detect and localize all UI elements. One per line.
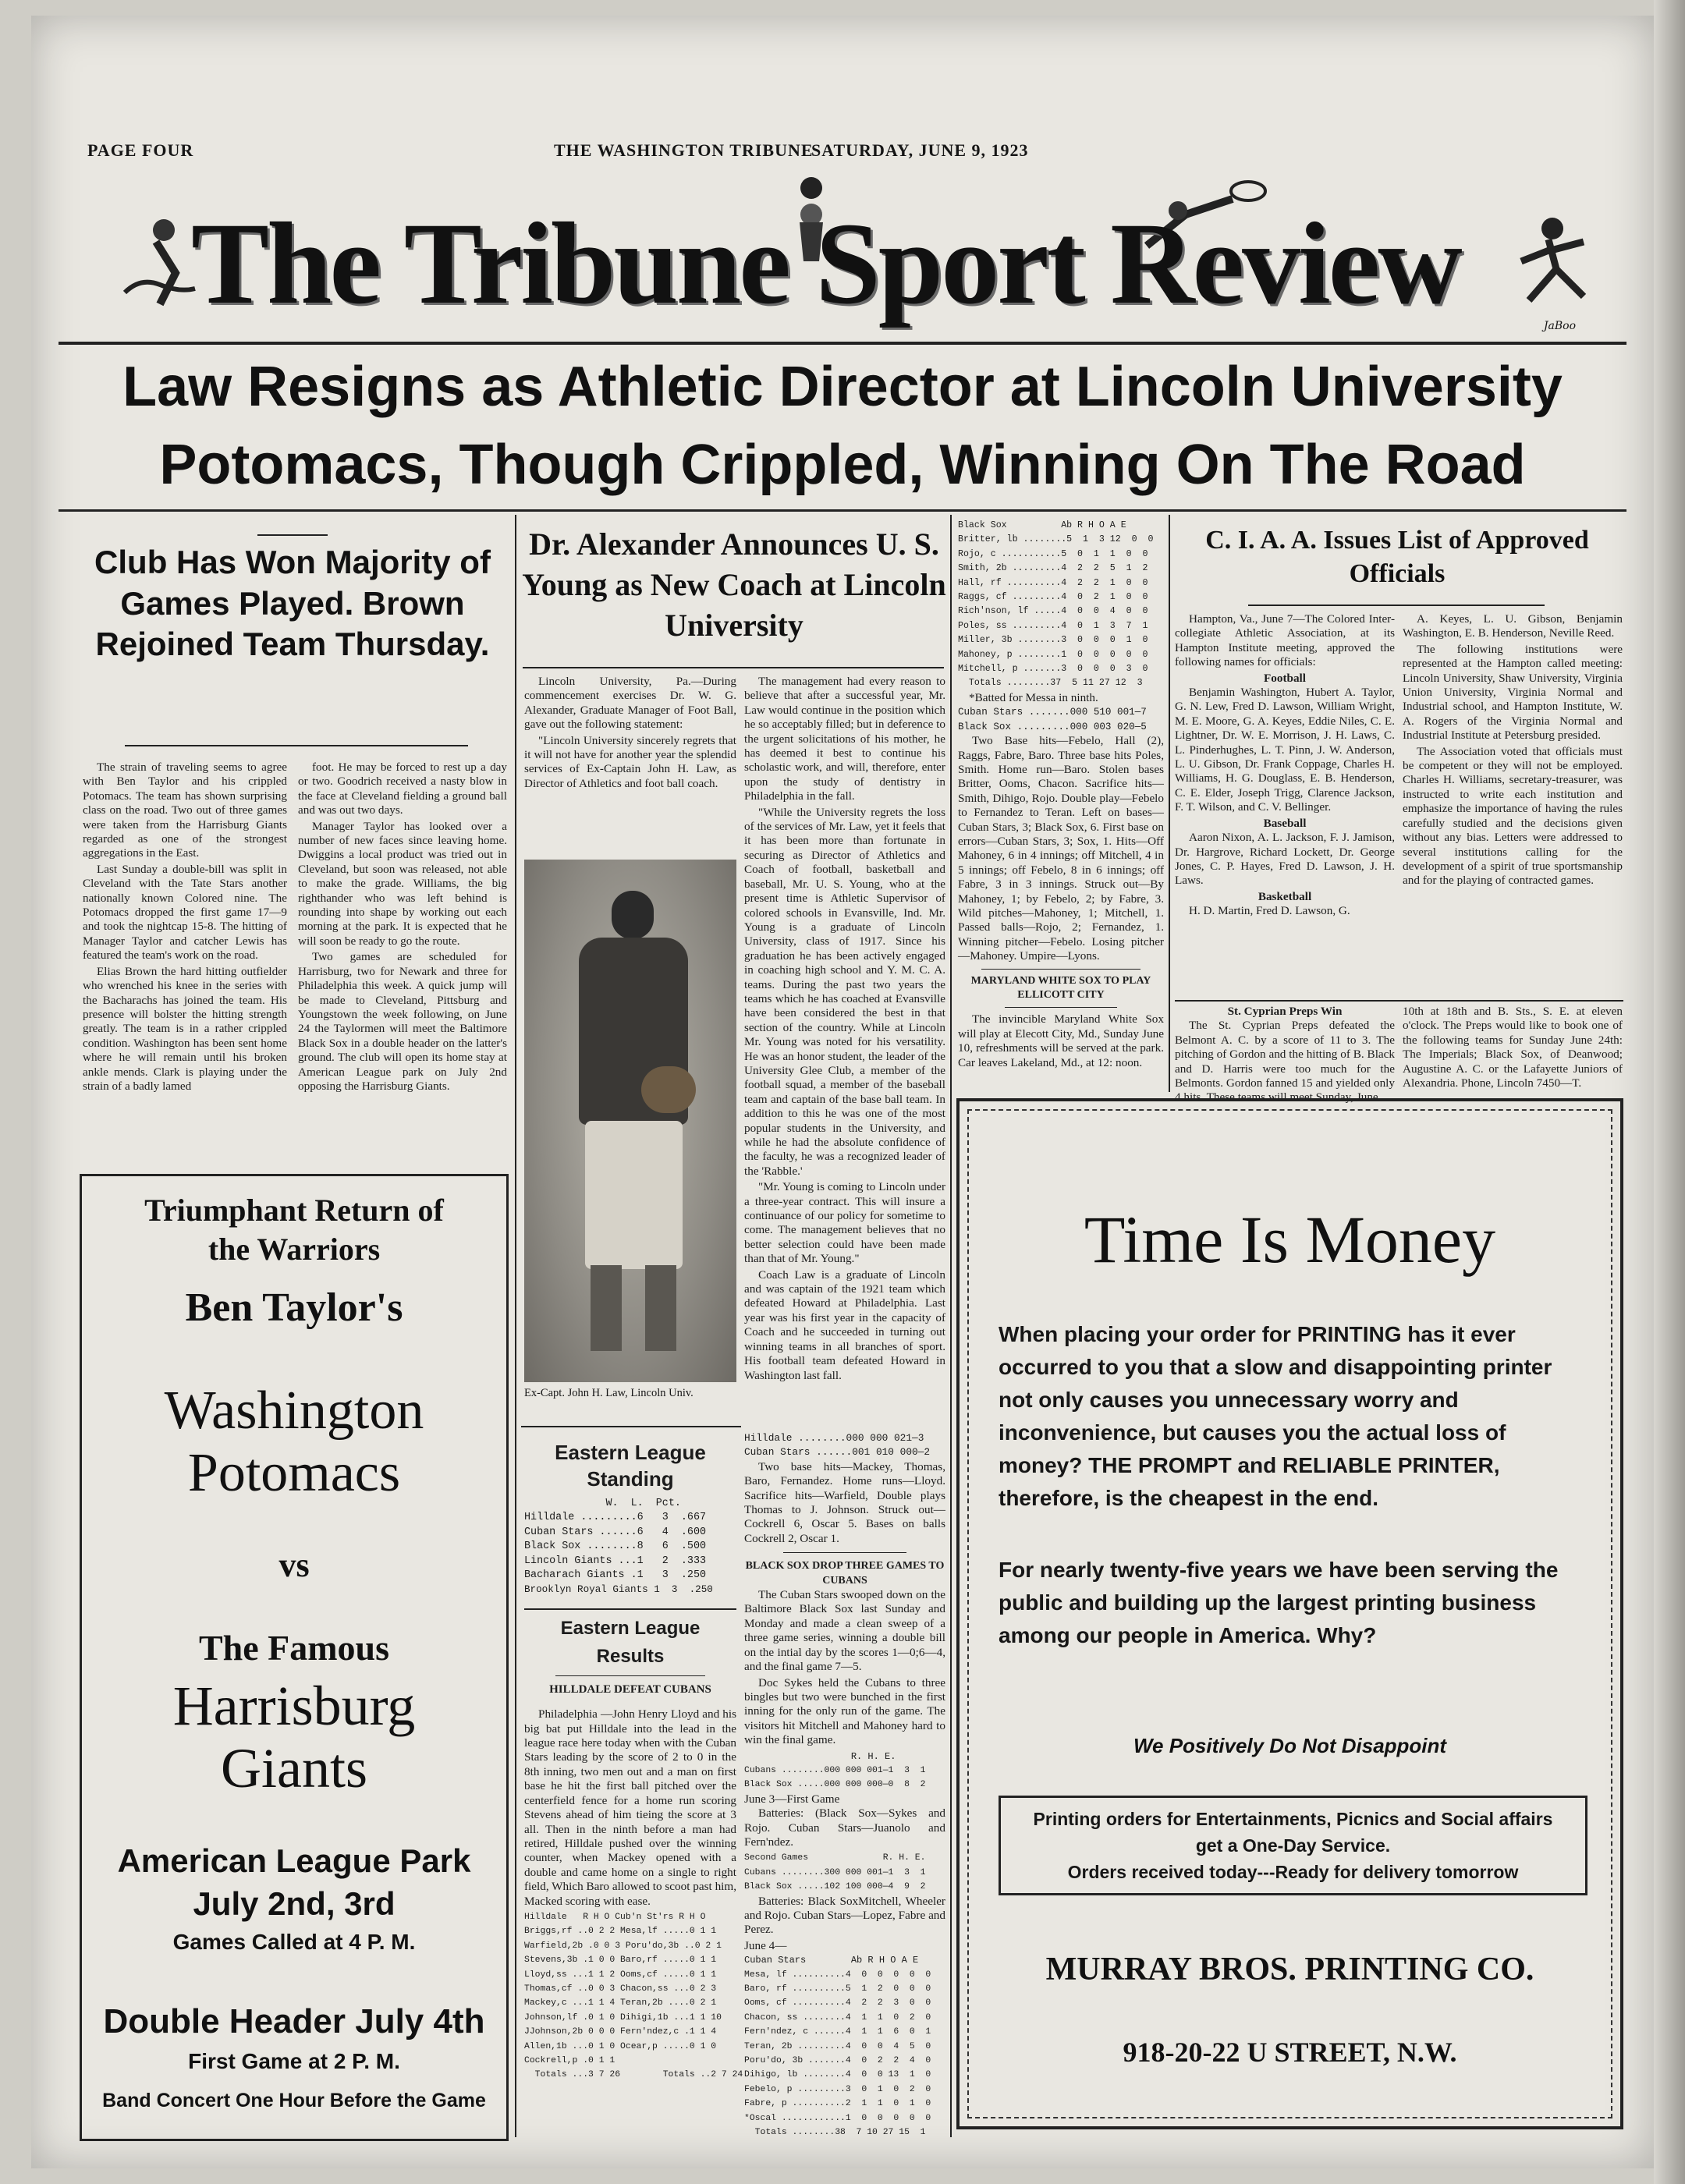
potomacs-col1 xyxy=(83,760,287,1170)
masthead xyxy=(117,183,1599,339)
alexander-subhead: Dr. Alexander Announces U. S. Young as New Coach at Lincoln University xyxy=(522,526,946,643)
category-label: Baseball xyxy=(1263,816,1307,830)
box-row: Stevens,3b .1 0 0 Baro,rf .....0 1 1 xyxy=(524,1955,717,1966)
paragraph: The strain of traveling seems to agree with Ben Taylor and his crippled Potomacs. The team has shown surprising class on the road. Two out of three games were taken from the Harrisburg Giants regarded as one of the strongest aggregations in the East. xyxy=(83,760,287,860)
swimmer-figure-icon xyxy=(117,199,203,316)
ciaa-col1 xyxy=(1175,612,1395,1002)
potomacs-game-ad xyxy=(80,1174,509,2141)
category-label: Football xyxy=(1263,671,1306,685)
box-row: Fern'ndez, c ......4 1 1 6 0 1 xyxy=(744,2027,931,2037)
cyprian-col1 xyxy=(1175,1005,1395,1104)
game-label: June 3—First Game xyxy=(744,1792,840,1806)
column-rule xyxy=(950,515,952,2137)
alexander-col1 xyxy=(524,675,736,858)
paragraph: H. D. Martin, Fred D. Lawson, G. xyxy=(1189,904,1350,918)
rhe-header: R. H. E. xyxy=(744,1750,896,1762)
box-row: Mahoney, p ........1 0 0 0 0 0 xyxy=(958,649,1148,660)
standings-row: Brooklyn Royal Giants 1 3 .250 xyxy=(524,1584,713,1596)
cyprian-col2 xyxy=(1403,1005,1623,1092)
box-row: JJohnson,2b 0 0 0 Fern'ndez,c .1 1 4 xyxy=(524,2027,717,2037)
ad-slogan: We Positively Do Not Disappoint xyxy=(1133,1734,1447,1757)
blacksox-title: BLACK SOX DROP THREE GAMES TO CUBANS xyxy=(745,1560,945,1587)
box-row: Poles, ss .........4 0 1 3 7 1 xyxy=(958,620,1148,631)
box-row: Mesa, lf ..........4 0 0 0 0 0 xyxy=(744,1970,931,1980)
box-row: Teran, 2b .........4 0 0 4 5 0 xyxy=(744,2041,931,2051)
paragraph: Last Sunday a double-bill was split in Cleveland with the Tate Stars another nationally known Colored nine. The Potomacs dropped the first game 17—9 and took the nightcap 15-8. The hitting of Manager Taylor and catcher Lewis has featured the team's work on the road. xyxy=(83,862,287,963)
rhe-row: Cubans ........000 000 001—1 3 1 xyxy=(744,1765,926,1775)
box-header: Black Sox Ab R H O A E xyxy=(958,520,1126,530)
ciaa-subhead: C. I. A. A. Issues List of Approved Officials xyxy=(1205,526,1589,588)
box-row: Raggs, cf .........4 0 2 1 0 0 xyxy=(958,592,1148,603)
line-score: Cuban Stars .......000 510 001—7 xyxy=(958,707,1147,718)
box-row: Mitchell, p .......3 0 0 0 3 0 xyxy=(958,664,1148,675)
paragraph: Elias Brown the hard hitting outfielder who wrenched his knee in the series with the Bacharachs has joined the team. His presence will bolster the hitting strength greatly. The team is in a rather crippled condition. Washington has been sent home where he will remain until his broken ankle mends. Clark is playing under the strain of a badly lamed xyxy=(83,964,287,1093)
box-row: Britter, lb ........5 1 3 12 0 0 xyxy=(958,534,1154,545)
paragraph: Manager Taylor has looked over a number of new faces since leaving home. Dwiggins a local product was tried out in Cleveland, but soon was released, not able to make the grade. Williams, the big righthander who was left behind is rounding into shape by working out each morning at the park. It is expected that he will soon be ready to go the route. xyxy=(298,819,507,948)
paragraph: Batteries: (Black Sox—Sykes and Rojo. Cuban Stars—Juanolo and Fern'ndez. xyxy=(744,1806,945,1849)
paragraph: The St. Cyprian Preps defeated the Belmont A. C. by a score of 11 to 3. The pitching of Gordon and the hitting of B. Black and D. Harris were too much for the Belmonts. Gordon fanned 15 and yielded only 4 hits. These teams will meet Sunday, June xyxy=(1175,1019,1395,1104)
box-row: Allen,1b ...0 1 0 Ocear,p .....0 1 0 xyxy=(524,2041,717,2051)
column-rule xyxy=(1169,515,1170,1092)
box-row: Mackey,c ...1 1 4 Teran,2b ....0 2 1 xyxy=(524,1998,717,2008)
john-law-photo xyxy=(524,860,736,1382)
standings-row: Bacharach Giants .1 3 .250 xyxy=(524,1569,707,1582)
ad-line: Giants xyxy=(221,1737,367,1799)
ad-title: Time Is Money xyxy=(1084,1202,1496,1277)
page-binding-edge xyxy=(1654,0,1685,2184)
paragraph: foot. He may be forced to rest up a day or two. Goodrich received a nasty blow in the face at Cleveland fielding a ground ball and was out two days. xyxy=(298,760,507,817)
section-rule xyxy=(1175,1000,1623,1002)
standings-row: Black Sox ........8 6 .500 xyxy=(524,1540,707,1553)
issue-date: SATURDAY, JUNE 9, 1923 xyxy=(811,140,1029,160)
artist-signature: JaBoo xyxy=(1543,320,1576,332)
ad-line: the Warriors xyxy=(208,1232,381,1267)
short-rule xyxy=(1248,604,1545,606)
box-row: Totals ........37 5 11 27 12 3 xyxy=(958,678,1143,689)
box-note: *Batted for Messa in ninth. xyxy=(969,690,1098,704)
masthead-title: The Tribune Sport Review xyxy=(191,199,1460,328)
line-score: Black Sox .........000 003 020—5 xyxy=(958,721,1147,732)
section-rule xyxy=(521,1426,741,1427)
paragraph: Lincoln University, Pa.—During commencement exercises Dr. W. G. Alexander, Graduate Manager of Foot Ball, gave out the following statement: xyxy=(524,675,736,732)
paragraph: Philadelphia —John Henry Lloyd and his big bat put Hilldale into the lead in the league race here today when with the Cuban Stars leading by the score of 2 to 0 in the 8th inning, two men out and a man on first base he hit the first ball pitched over the centerfield fence for a home run scoring Stevens ahead of him tieing the score at 3 all. Then in the ninth before a man had retired, Hilldale pushed over the winning counter, when Mackey opened with a double and came home on a single to right field, Which Baro allowed to scoot past him, Macked scoring with ease. xyxy=(524,1707,736,1908)
box-row: Hall, rf ..........4 2 2 1 0 0 xyxy=(958,577,1148,588)
paper-name: THE WASHINGTON TRIBUNE xyxy=(554,140,814,160)
box-row: Miller, 3b ........3 0 0 0 1 0 xyxy=(958,635,1148,646)
box-row: Fabre, p ..........2 1 1 0 1 0 xyxy=(744,2099,931,2109)
ad-line: Band Concert One Hour Before the Game xyxy=(102,2090,486,2111)
ad-line: July 2nd, 3rd xyxy=(193,1885,396,1922)
ciaa-col2 xyxy=(1403,612,1623,1002)
paragraph: "Mr. Young is coming to Lincoln under a three-year contract. This will insure a continuance of our policy for sometime to come. The management believes that no better selection could have been made than that of Mr. Young." xyxy=(744,1180,945,1266)
rhe-row: Black Sox .....000 000 000—0 8 2 xyxy=(744,1780,926,1790)
paragraph: "Lincoln University sincerely regrets that it will not have for another year the splendid services of Ex-Captain John H. Law, as Director of Athletics and foot ball coach. xyxy=(524,733,736,790)
game-label: June 4— xyxy=(744,1938,787,1952)
printing-ad xyxy=(956,1098,1623,2129)
ad-address: 918-20-22 U STREET, N.W. xyxy=(1123,2037,1457,2068)
short-rule xyxy=(523,667,944,668)
box-row: *Oscal ............1 0 0 0 0 0 xyxy=(744,2113,931,2123)
headline-law-resigns: Law Resigns as Athletic Director at Lincoln University xyxy=(122,356,1563,418)
rhe-row: Cubans ........300 000 001—1 3 1 xyxy=(744,1867,926,1877)
box-header: Cuban Stars Ab R H O A E xyxy=(744,1955,919,1966)
box-row: Rich'nson, lf .....4 0 0 4 0 0 xyxy=(958,606,1148,617)
box-row: Chacon, ss ........4 1 1 0 2 0 xyxy=(744,2012,931,2023)
photo-caption: Ex-Capt. John H. Law, Lincoln Univ. xyxy=(524,1387,694,1399)
short-rule xyxy=(257,534,328,536)
alexander-col2 xyxy=(744,675,945,1424)
figure-leg xyxy=(591,1265,622,1351)
ad-body: For nearly twenty-five years we have been serving the public and building up the largest printing business among our people in America. Why? xyxy=(999,1558,1559,1647)
ad-line: Ben Taylor's xyxy=(185,1285,403,1330)
ad-line: First Game at 2 P. M. xyxy=(188,2049,400,2073)
ad-line: The Famous xyxy=(198,1628,390,1668)
short-rule xyxy=(125,745,468,746)
potomacs-col2 xyxy=(298,760,507,1170)
paragraph: The invincible Maryland White Sox will play at Elecott City, Md., Sunday June 10, refreshments will be served at the park. Car leaves Lakeland, Md., at 12: noon. xyxy=(958,1012,1164,1069)
figure-head xyxy=(612,891,654,939)
ad-company: MURRAY BROS. PRINTING CO. xyxy=(1045,1952,1534,1987)
column-rule xyxy=(515,515,516,2137)
results-title: Eastern League Results xyxy=(560,1617,701,1667)
paragraph: Doc Sykes held the Cubans to three bingles but two were bunched in the first inning for the only run of the game. The visitors hit Mitchell and Mahoney hard to win the final game. xyxy=(744,1675,945,1747)
standings-row: Cuban Stars ......6 4 .600 xyxy=(524,1526,707,1538)
box-row: Cockrell,p .0 1 1 xyxy=(524,2056,615,2065)
ad-body: When placing your order for PRINTING has it ever occurred to you that a slow and disappointing printer not only causes you unnecessary worry and inconvenience, but causes you the actual loss of money? THE PROMPT and RELIABLE PRINTER, therefore, is the cheapest in the end. xyxy=(999,1322,1552,1510)
ad-line: Harrisburg xyxy=(172,1675,416,1737)
paragraph: Batteries: Black SoxMitchell, Wheeler and Rojo. Cuban Stars—Lopez, Fabre and Perez. xyxy=(744,1894,945,1937)
box-row: Johnson,lf .0 1 0 Dihigi,1b ...1 1 10 xyxy=(524,2012,722,2023)
paragraph: Hampton, Va., June 7—The Colored Inter-collegiate Athletic Association, at its Hampton Institute meeting, approved the following names for officials: xyxy=(1175,612,1395,669)
paragraph: Benjamin Washington, Hubert A. Taylor, G. N. Lew, Fred D. Lawson, William Wright, M. E. Moore, G. A. Keyes, Eddie Niles, C. E. Lightner, Dr. W. E. Morrison, J. H. Laws, C. L. Pinderhughes, L. T. Pinn, J. W. Anderson, L. U. Gibson, Dr. Frank Coppage, Charles H. Williams, H. G. Douglass, E. B. Henderson, C. E. Elder, Joseph Trigg, Clarence Jackson, F. T. Wilson, and C. V. Bellinger. xyxy=(1175,686,1395,814)
paragraph: The following institutions were represented at the Hampton called meeting: Lincoln University, Shaw University, Virginia Union University, Virginia Normal and Industrial school, and Hampton Institute, W. A. Rogers of the Virginia Normal and Industrial Institute at Petersburg presided. xyxy=(1403,642,1623,743)
cuban-results-column xyxy=(744,1431,945,2149)
box-header: Hilldale R H O Cub'n St'rs R H O xyxy=(524,1912,706,1922)
potomacs-subhead: Club Has Won Majority of Games Played. Brown Rejoined Team Thursday. xyxy=(94,544,491,662)
ad-line: Double Header July 4th xyxy=(103,2002,485,2040)
rhe-row: Black Sox .....102 100 000—4 9 2 xyxy=(744,1882,926,1892)
category-label: Basketball xyxy=(1258,889,1312,903)
ad-line: vs xyxy=(278,1546,310,1584)
box-row: Thomas,cf ..0 0 3 Chacon,ss ...0 2 3 xyxy=(524,1984,717,1994)
ad-line: American League Park xyxy=(117,1842,471,1879)
box-row: Totals ........38 7 10 27 15 1 xyxy=(744,2128,926,2138)
ad-line: Washington xyxy=(164,1381,424,1441)
paragraph: Two base hits—Mackey, Thomas, Baro, Fernandez. Home runs—Lloyd. Sacrifice hits—Warfield, Double plays Thomas to J. Johnson. Struck out—Cockrell 6, Oscar 5. Bases on balls Cockrell 2, Oscar 1. xyxy=(744,1459,945,1545)
paragraph: 10th at 18th and B. Sts., S. E. at eleven o'clock. The Preps would like to book one of the following teams for Sunday June 24th: The Imperials; Black Sox, of Deanwood; Augustine A. C. or the Lafayette Juniors of Alexandria. Phone, Lincoln 7450—T. xyxy=(1403,1005,1623,1090)
service-text: Printing orders for Entertainments, Picnics and Social affairs get a One-Day Service. xyxy=(1033,1809,1553,1856)
football xyxy=(641,1066,696,1113)
standings-title: Standing xyxy=(587,1467,674,1491)
cyprian-title: St. Cyprian Preps Win xyxy=(1227,1005,1343,1018)
paragraph: The Association voted that officials must be competent or they will not be employed. Charles H. Williams, secretary-treasurer, was instructed to write each institution and emphasize the importance of having the rules carefully studied and the decisions given without any bias. Letters were addressed to several institutions calling for the development of a spirit of true sportsmanship and for the playing of contracted games. xyxy=(1403,744,1623,888)
line-score: Cuban Stars ......001 010 000—2 xyxy=(744,1446,931,1459)
standings-row: Hilldale .........6 3 .667 xyxy=(524,1512,707,1524)
paragraph: "While the University regrets the loss of the services of Mr. Law, yet it feels that it has been more than fortunate in securing as Director of Athletics and Coach of football, basketball and baseball, Mr. U. S. Young, who at the present time is Athletic Supervisor of colored schools in Evansville, Ind. Mr. Young is a graduate of Lincoln University, class of 1917. Since his graduation he has been actively engaged in coaching high school and Y. M. C. A. teams. During the past two years the teams which he has coached at Evansville have been considered the best in that section of the country. While at Lincoln Mr. Young was noted for his versatility. He was an honor student, the leader of the University Glee Club, a member of the football squad, a member of the baseball team and captain of the base ball team. In addition to this he was one of the most popular students in the University, and while he had the absolute confidence of the faculty, he was a recognized leader of the 'Rabble.' xyxy=(744,805,945,1178)
boxscore-column xyxy=(958,519,1164,1092)
paragraph: The Cuban Stars swooped down on the Baltimore Black Sox last Sunday and Monday and made a clean sweep of a three game series, winning a double bill on the intial day by the scores 1—0;6—4, and the final game 7—5. xyxy=(744,1588,945,1674)
paragraph: Aaron Nixon, A. L. Jackson, F. J. Jamison, Dr. Hargrove, Richard Lockett, Dr. George Jones, C. P. Hayes, Fred D. Lawson, J. H. Laws. xyxy=(1175,831,1395,888)
standings-title: Eastern League xyxy=(555,1441,706,1464)
hilldale-title: HILLDALE DEFEAT CUBANS xyxy=(549,1682,711,1696)
paragraph: Two games are scheduled for Harrisburg, two for Newark and three for Philadelphia this week. A quick jump will be made to Cleveland, Pittsburg and Youngstown the week following, on June 24 the Taylormen will meet the Baltimore Black Sox in a double header on the latter's ground. The club will open its home stay at American League park on July 2nd opposing the Harrisburg Giants. xyxy=(298,950,507,1093)
figure-pants xyxy=(585,1121,683,1269)
rhe-header: Second Games R. H. E. xyxy=(744,1853,926,1863)
runner-figure-icon xyxy=(1506,214,1599,308)
paragraph: Coach Law is a graduate of Lincoln and was captain of the 1921 team which defeated Howard at Philadelphia. Last year was his first year in the capacity of Coach and he succeeded in turning out winning teams in all branches of sport. His football team defeated Howard in Washington last fall. xyxy=(744,1268,945,1382)
service-text: Orders received today---Ready for delivery tomorrow xyxy=(1067,1862,1519,1882)
standings-header: W. L. Pct. xyxy=(524,1498,681,1509)
figure-leg xyxy=(645,1265,676,1351)
ad-line: Potomacs xyxy=(187,1443,401,1503)
box-row: Warfield,2b .0 0 3 Poru'do,3b ..0 2 1 xyxy=(524,1941,722,1951)
box-row: Rojo, c ...........5 0 1 1 0 0 xyxy=(958,548,1148,559)
masthead-rule xyxy=(59,342,1626,345)
page-number: PAGE FOUR xyxy=(87,140,194,160)
ad-service-box xyxy=(999,1796,1587,1895)
ellicott-title: MARYLAND WHITE SOX TO PLAY ELLICOTT CITY xyxy=(970,974,1151,1001)
box-row: Ooms, cf ..........4 2 2 3 0 0 xyxy=(744,1998,931,2008)
headline-rule xyxy=(59,509,1626,512)
standings-column xyxy=(524,1431,743,2149)
box-row: Febelo, p .........3 0 1 0 2 0 xyxy=(744,2084,931,2094)
paragraph: The management had every reason to believe that after a successful year, Mr. Law would continue in the position which he so acceptably filled; but in deference to the urgent solicitations of his mother, he has deemed it best to continue his scholastic work, and will, therefore, enter upon the study of dentistry in Philadelphia in the fall. xyxy=(744,675,945,803)
paragraph: Two Base hits—Febelo, Hall (2), Raggs, Fabre, Baro. Three base hits Poles, Smith. Home run—Baro. Stolen bases Britter, Ooms, Chacon. Sacrifice hits—Smith, Dihigo, Rojo. Double play—Febelo to Fernandez to Teran. Left on bases—Cuban Stars, 3; Black Sox, 6. First base on errors—Cuban Stars, 3; Sox, 1. Hits—Off Mahoney, 6 in 4 innings; off Mitchell, 4 in 5 innings; off Febelo, 8 in 6 innings; off Fabre, 3 in 3 innings. Struck out—By Mahoney, 1; by Febelo, 2; by Fabre, 3. Wild pitches—Mahoney, 1; Mitchell, 1. Passed balls—Rojo, 2; Fernandez, 1. Winning pitcher—Febelo. Losing pitcher —Mahoney. Umpire—Lyons. xyxy=(958,734,1164,963)
headline-potomacs: Potomacs, Though Crippled, Winning On The Road xyxy=(159,434,1526,496)
ad-line: Triumphant Return of xyxy=(144,1193,444,1228)
box-row: Poru'do, 3b .......4 0 2 2 4 0 xyxy=(744,2056,931,2066)
box-row: Dihigo, lb ........4 0 0 13 1 0 xyxy=(744,2070,931,2080)
standings-row: Lincoln Giants ...1 2 .333 xyxy=(524,1555,707,1567)
box-row: Briggs,rf ..0 2 2 Mesa,lf .....0 1 1 xyxy=(524,1927,717,1937)
newspaper-page xyxy=(31,16,1654,2168)
box-row: Baro, rf ..........5 1 2 0 0 0 xyxy=(744,1984,931,1994)
box-row: Smith, 2b .........4 2 2 5 1 2 xyxy=(958,563,1148,574)
box-row: Lloyd,ss ...1 1 2 Ooms,cf .....0 1 1 xyxy=(524,1970,717,1980)
paragraph: A. Keyes, L. U. Gibson, Benjamin Washington, E. B. Henderson, Neville Reed. xyxy=(1403,612,1623,640)
box-row: Totals ...3 7 26 Totals ..2 7 24 xyxy=(524,2070,743,2080)
ad-line: Games Called at 4 P. M. xyxy=(172,1930,416,1954)
line-score: Hilldale ........000 000 021—3 xyxy=(744,1432,924,1444)
